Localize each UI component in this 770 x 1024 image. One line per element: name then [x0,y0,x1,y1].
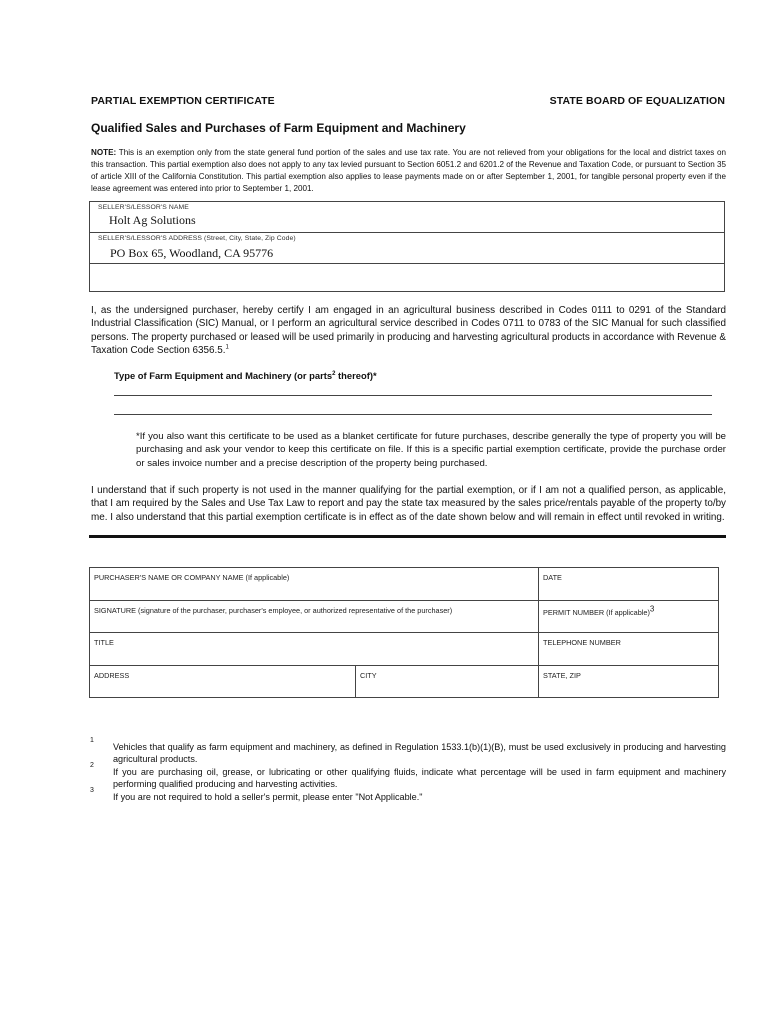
seller-address-line-2[interactable] [89,263,725,292]
permit-number-field[interactable] [539,601,719,633]
equipment-type-label-b: thereof)* [335,370,377,381]
seller-name-value: Holt Ag Solutions [109,213,196,227]
address-field[interactable] [90,666,356,698]
state-zip-field[interactable] [539,666,719,698]
blanket-certificate-note: *If you also want this certificate to be used as a blanket certificate for future purchases, describe generally the type of property you will be purchasing and ask your vendor to keep this certificate on file. If this is a specific partial exemption certificate, provide the purchase order or sales invoice number and a precise description of the property being purchased. [136,431,726,469]
city-field[interactable] [356,666,539,698]
certification-text: I, as the undersigned purchaser, hereby certify I am engaged in an agricultural business described in Codes 0111 to 0291 of the Standard Industrial Classification (SIC) Manual, or I perform an agricultural service described in Codes 0711 to 0783 of the SIC Manual for such classified persons. The property purchased or leased will be used primarily in producing and harvesting agricultural products in accordance with Revenue & Taxation Code Section 6356.5. [91,305,726,357]
footnote-number-1: 1 [90,737,94,744]
title-field[interactable] [90,633,539,666]
exemption-note [91,147,726,195]
footnote-ref-1: 1 [225,344,229,351]
date-field[interactable] [539,568,719,601]
purchaser-name-label: PURCHASER'S NAME OR COMPANY NAME (If applicable) [94,573,290,582]
form-title: PARTIAL EXEMPTION CERTIFICATE [91,95,275,107]
equipment-type-line-2[interactable] [114,414,712,415]
seller-address-value: PO Box 65, Woodland, CA 95776 [110,246,274,260]
telephone-field[interactable] [539,633,719,666]
equipment-type-label-a: Type of Farm Equipment and Machinery (or parts [114,370,333,381]
telephone-label: TELEPHONE NUMBER [543,638,621,647]
seller-address-label: SELLER'S/LESSOR'S ADDRESS (Street, City, State, Zip Code) [98,235,296,242]
form-subtitle: Qualified Sales and Purchases of Farm Equipment and Machinery [91,121,466,135]
address-label: ADDRESS [94,671,130,680]
footnote-text-1: Vehicles that qualify as farm equipment and machinery, as defined in Regulation 1533.1(b)(1)(B), must be used exclusively in producing and harvesting agricultural products. [113,742,726,765]
note-label: NOTE: [91,148,117,157]
agency-name: STATE BOARD OF EQUALIZATION [549,95,725,107]
seller-address-field[interactable] [89,232,725,264]
equipment-type-label [114,370,377,381]
purchaser-name-field[interactable] [90,568,539,601]
city-label: CITY [360,671,377,680]
understanding-statement: I understand that if such property is not used in the manner qualifying for the partial exemption, or if I am not a qualified person, as applicable, that I am required by the Sales and Use Tax Law to report and pay the state tax measured by the sales price/rentals payable of the property to/by me. I also understand that this partial exemption certificate is in effect as of the date shown below and will remain in effect until revoked in writing. [91,485,726,523]
signature-label: SIGNATURE (signature of the purchaser, purchaser's employee, or authorized representative of the purchaser) [94,606,453,615]
permit-number-label: PERMIT NUMBER (If applicable) [543,608,650,617]
equipment-type-line-1[interactable] [114,395,712,396]
seller-name-label: SELLER'S/LESSOR'S NAME [98,204,189,211]
footnote-text-2: If you are purchasing oil, grease, or lubricating or other qualifying fluids, indicate what percentage will be used in farm equipment and machinery performing qualified producing and harvesting activities. [113,767,726,790]
note-text: This is an exemption only from the state general fund portion of the sales and use tax rate. You are not relieved from your obligations for the local and district taxes on this transaction. This partial exemption also does not apply to any tax levied pursuant to Section 6051.2 and 6201.2 of the Revenue and Taxation Code, or pursuant to Section 35 of article XIII of the California Constitution. This partial exemption also applies to lease payments made on or after September 1, 2001, for tangible personal property even if the lease agreement was entered into prior to September 1, 2001. [91,148,726,193]
date-label: DATE [543,573,562,582]
footnote-number-3: 3 [90,787,94,794]
footnote-ref-2: 2 [332,370,336,377]
state-zip-label: STATE, ZIP [543,671,581,680]
signature-field[interactable] [90,601,539,633]
footnote-ref-3: 3 [649,604,655,614]
title-label: TITLE [94,638,114,647]
seller-name-field[interactable] [89,201,725,233]
certification-statement [91,304,726,358]
purchaser-info-table [89,567,719,698]
section-divider [89,535,726,538]
footnote-text-3: If you are not required to hold a seller's permit, please enter "Not Applicable." [113,792,423,802]
footnote-number-2: 2 [90,762,94,769]
